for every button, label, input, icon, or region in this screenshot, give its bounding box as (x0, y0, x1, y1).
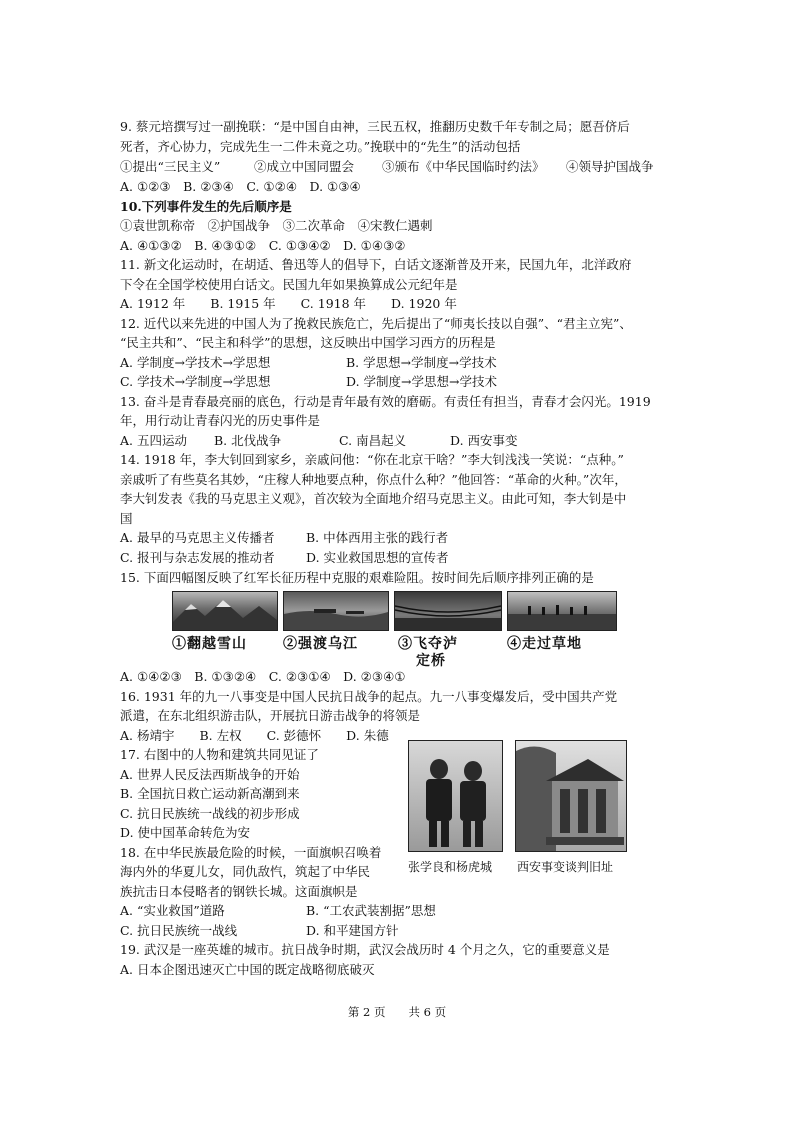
q18-option-a: A. “实业救国”道路 (120, 903, 225, 918)
q9-options: A. ①②③ B. ②③④ C. ①②④ D. ①③④ (120, 179, 361, 194)
q17-option-c: C. 抗日民族统一战线的初步形成 (120, 806, 300, 821)
q13-option-c: C. 南昌起义 (339, 433, 407, 448)
q17-option-b: B. 全国抗日救亡运动新高潮到来 (120, 786, 300, 801)
caption-luding-line2: 定桥 (416, 653, 446, 669)
chain-bridge-image (395, 592, 501, 630)
q18-option-b: B. “工农武装割据”思想 (306, 903, 436, 918)
q18-option-d: D. 和平建国方针 (306, 923, 399, 938)
zhang-yang-photo (408, 740, 503, 852)
q18-option-c: C. 抗日民族统一战线 (120, 923, 238, 938)
photo-caption-zhang-yang: 张学良和杨虎城 (408, 860, 493, 874)
q10-options: A. ④①③② B. ④③①② C. ①③④② D. ①④③② (120, 238, 406, 253)
xian-site-photo (515, 740, 627, 852)
q16-stem-line1: 16. 1931 年的九一八事变是中国人民抗日战争的起点。九一八事变爆发后，受中国共产党 (120, 689, 618, 704)
q18-stem-line1: 18. 在中华民族最危险的时候，一面旗帜召唤着 (120, 845, 382, 860)
q19-option-a: A. 日本企图迅速灭亡中国的既定战略彻底破灭 (120, 962, 375, 977)
q18-stem-line2: 海内外的华夏儿女，同仇敌忾，筑起了中华民 (120, 864, 371, 879)
luding-bridge-photo (394, 591, 502, 631)
grassland-image (508, 592, 616, 630)
photo-caption-xian-site: 西安事变谈判旧址 (517, 860, 614, 874)
q17-option-a: A. 世界人民反法西斯战争的开始 (120, 767, 300, 782)
q15-options: A. ①④②③ B. ①③②④ C. ②③①④ D. ②③④① (120, 669, 406, 684)
q12-option-c: C. 学技术→学制度→学思想 (120, 374, 271, 389)
pavilion-building-image (516, 741, 626, 851)
q10-stem: 10.下列事件发生的先后顺序是 (120, 199, 292, 214)
river-crossing-image (284, 592, 388, 630)
q14-stem-line3: 李大钊发表《我的马克思主义观》，首次较为全面地介绍马克思主义。由此可知，李大钊是中 (120, 491, 627, 506)
q17-stem: 17. 右图中的人物和建筑共同见证了 (120, 747, 319, 762)
q11-stem-line1: 11. 新文化运动时，在胡适、鲁迅等人的倡导下，白话文逐渐普及开来，民国九年，北洋政府 (120, 257, 632, 272)
q14-stem-line4: 国 (120, 511, 133, 526)
q12-stem-line2: “民主共和”、“民主和科学”的思想，这反映出中国学习西方的历程是 (120, 335, 496, 350)
q13-stem-line2: 年，用行动让青春闪光的历史事件是 (120, 413, 321, 428)
q16-options: A. 杨靖宇 B. 左权 C. 彭德怀 D. 朱德 (120, 728, 389, 743)
q18-stem-line3: 族抗击日本侵略者的钢铁长城。这面旗帜是 (120, 884, 358, 899)
snow-mountain-image (173, 592, 277, 630)
q14-stem-line2: 亲戚听了有些莫名其妙，“庄稼人种地要点种，你点什么种？”他回答：“革命的火种。”次年， (120, 472, 627, 487)
caption-grassland: ④走过草地 (507, 636, 582, 652)
q10-items: ①袁世凯称帝 ②护国战争 ③二次革命 ④宋教仁遇刺 (120, 218, 433, 233)
wujiang-crossing-photo (283, 591, 389, 631)
q14-option-c: C. 报刊与杂志发展的推动者 (120, 550, 275, 565)
two-generals-image (409, 741, 502, 851)
q19-stem: 19. 武汉是一座英雄的城市。抗日战争时期，武汉会战历时 4 个月之久，它的重要意义是 (120, 942, 610, 957)
q12-stem-line1: 12. 近代以来先进的中国人为了挽救民族危亡，先后提出了“师夷长技以自强”、“君主立宪”、 (120, 316, 632, 331)
q9-item-4: ④领导护国战争 (566, 159, 654, 174)
q13-option-d: D. 西安事变 (450, 433, 518, 448)
q14-option-b: B. 中体西用主张的践行者 (306, 530, 449, 545)
q13-option-a: A. 五四运动 (120, 433, 187, 448)
page-number-footer: 第 2 页 共 6 页 (347, 1005, 447, 1019)
q12-option-b: B. 学思想→学制度→学技术 (346, 355, 497, 370)
q12-option-a: A. 学制度→学技术→学思想 (120, 355, 271, 370)
q16-stem-line2: 派遣，在东北组织游击队，开展抗日游击战争的将领是 (120, 708, 421, 723)
q17-option-d: D. 使中国革命转危为安 (120, 825, 251, 840)
q12-option-d: D. 学制度→学思想→学技术 (346, 374, 497, 389)
q14-option-a: A. 最早的马克思主义传播者 (120, 530, 275, 545)
snow-mountain-photo (172, 591, 278, 631)
q13-stem-line1: 13. 奋斗是青春最亮丽的底色，行动是青年最有效的磨砺。有责任有担当，青春才会闪光。1919 (120, 394, 651, 409)
q15-stem: 15. 下面四幅图反映了红军长征历程中克服的艰难险阻。按时间先后顺序排列正确的是 (120, 570, 594, 585)
q9-item-3: ③颁布《中华民国临时约法》 (382, 159, 545, 174)
grassland-photo (507, 591, 617, 631)
caption-wujiang: ②强渡乌江 (283, 636, 358, 652)
q11-stem-line2: 下令在全国学校使用白话文。民国九年如果换算成公元纪年是 (120, 277, 458, 292)
q14-stem-line1: 14. 1918 年，李大钊回到家乡，亲戚问他：“你在北京干啥？”李大钊浅浅一笑说：“点种。” (120, 452, 624, 467)
caption-snow-mountain: ①翻越雪山 (172, 636, 247, 652)
q9-item-2: ②成立中国同盟会 (254, 159, 355, 174)
caption-luding-line1: ③飞夺泸 (398, 636, 458, 652)
q13-option-b: B. 北伐战争 (214, 433, 282, 448)
q9-stem-line1: 9. 蔡元培撰写过一副挽联：“是中国自由神，三民五权，推翻历史数千年专制之局；愿吾侪后 (120, 119, 630, 134)
q11-options: A. 1912 年 B. 1915 年 C. 1918 年 D. 1920 年 (120, 296, 457, 311)
q9-item-1: ①提出“三民主义” (120, 159, 221, 174)
q9-stem-line2: 死者，齐心协力，完成先生一二件未竟之功。”挽联中的“先生”的活动包括 (120, 139, 521, 154)
q14-option-d: D. 实业救国思想的宣传者 (306, 550, 449, 565)
